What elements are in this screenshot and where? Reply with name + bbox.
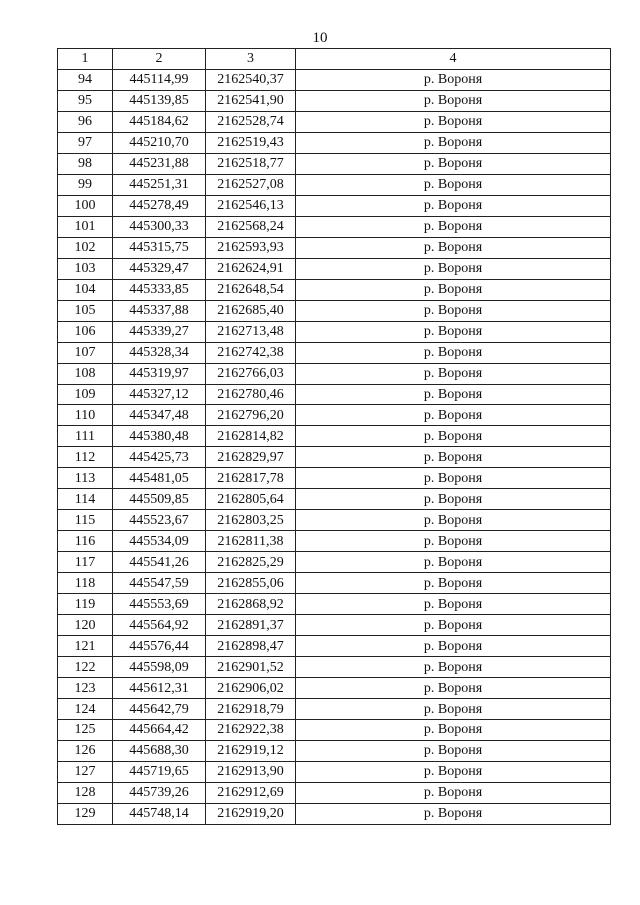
table-row (58, 279, 611, 300)
y-coordinate-cell: 2162829,97 (206, 447, 296, 468)
table-row (58, 216, 611, 237)
table-row (58, 69, 611, 90)
table-body (58, 69, 611, 824)
y-coordinate-cell: 2162568,24 (206, 216, 296, 237)
point-number-cell: 102 (58, 237, 113, 258)
point-number-cell: 122 (58, 657, 113, 678)
x-coordinate-cell: 445337,88 (113, 300, 206, 321)
y-coordinate-cell: 2162811,38 (206, 531, 296, 552)
point-number-cell: 128 (58, 782, 113, 803)
table-row (58, 195, 611, 216)
description-cell: р. Вороня (296, 678, 611, 699)
table-row (58, 531, 611, 552)
y-coordinate-cell: 2162546,13 (206, 195, 296, 216)
x-coordinate-cell: 445210,70 (113, 132, 206, 153)
table-row (58, 174, 611, 195)
table-row (58, 552, 611, 573)
point-number-cell: 124 (58, 699, 113, 720)
point-number-cell: 94 (58, 69, 113, 90)
x-coordinate-cell: 445719,65 (113, 761, 206, 782)
x-coordinate-cell: 445139,85 (113, 90, 206, 111)
table-row (58, 468, 611, 489)
x-coordinate-cell: 445347,48 (113, 405, 206, 426)
x-coordinate-cell: 445231,88 (113, 153, 206, 174)
y-coordinate-cell: 2162648,54 (206, 279, 296, 300)
description-cell: р. Вороня (296, 636, 611, 657)
description-cell: р. Вороня (296, 699, 611, 720)
point-number-cell: 108 (58, 363, 113, 384)
y-coordinate-cell: 2162913,90 (206, 761, 296, 782)
x-coordinate-cell: 445425,73 (113, 447, 206, 468)
x-coordinate-cell: 445327,12 (113, 384, 206, 405)
point-number-cell: 125 (58, 720, 113, 741)
y-coordinate-cell: 2162519,43 (206, 132, 296, 153)
x-coordinate-cell: 445541,26 (113, 552, 206, 573)
y-coordinate-cell: 2162803,25 (206, 510, 296, 531)
table-row (58, 636, 611, 657)
table-row (58, 237, 611, 258)
y-coordinate-cell: 2162898,47 (206, 636, 296, 657)
point-number-cell: 129 (58, 803, 113, 824)
description-cell: р. Вороня (296, 216, 611, 237)
x-coordinate-cell: 445339,27 (113, 321, 206, 342)
point-number-cell: 99 (58, 174, 113, 195)
x-coordinate-cell: 445300,33 (113, 216, 206, 237)
x-coordinate-cell: 445251,31 (113, 174, 206, 195)
header-col-4: 4 (296, 49, 611, 70)
y-coordinate-cell: 2162825,29 (206, 552, 296, 573)
table-row (58, 363, 611, 384)
y-coordinate-cell: 2162685,40 (206, 300, 296, 321)
y-coordinate-cell: 2162919,20 (206, 803, 296, 824)
point-number-cell: 97 (58, 132, 113, 153)
x-coordinate-cell: 445114,99 (113, 69, 206, 90)
point-number-cell: 110 (58, 405, 113, 426)
description-cell: р. Вороня (296, 153, 611, 174)
table-row (58, 510, 611, 531)
y-coordinate-cell: 2162518,77 (206, 153, 296, 174)
point-number-cell: 123 (58, 678, 113, 699)
x-coordinate-cell: 445509,85 (113, 489, 206, 510)
table-header (58, 49, 611, 70)
table-row (58, 384, 611, 405)
point-number-cell: 118 (58, 573, 113, 594)
description-cell: р. Вороня (296, 300, 611, 321)
x-coordinate-cell: 445576,44 (113, 636, 206, 657)
y-coordinate-cell: 2162742,38 (206, 342, 296, 363)
description-cell: р. Вороня (296, 657, 611, 678)
x-coordinate-cell: 445642,79 (113, 699, 206, 720)
x-coordinate-cell: 445380,48 (113, 426, 206, 447)
y-coordinate-cell: 2162912,69 (206, 782, 296, 803)
point-number-cell: 105 (58, 300, 113, 321)
point-number-cell: 103 (58, 258, 113, 279)
y-coordinate-cell: 2162805,64 (206, 489, 296, 510)
point-number-cell: 111 (58, 426, 113, 447)
description-cell: р. Вороня (296, 615, 611, 636)
x-coordinate-cell: 445329,47 (113, 258, 206, 279)
y-coordinate-cell: 2162891,37 (206, 615, 296, 636)
table-row (58, 426, 611, 447)
table-row (58, 782, 611, 803)
x-coordinate-cell: 445547,59 (113, 573, 206, 594)
table-row (58, 803, 611, 824)
y-coordinate-cell: 2162814,82 (206, 426, 296, 447)
x-coordinate-cell: 445328,34 (113, 342, 206, 363)
description-cell: р. Вороня (296, 740, 611, 761)
point-number-cell: 96 (58, 111, 113, 132)
description-cell: р. Вороня (296, 174, 611, 195)
table-row (58, 615, 611, 636)
description-cell: р. Вороня (296, 279, 611, 300)
x-coordinate-cell: 445664,42 (113, 720, 206, 741)
x-coordinate-cell: 445481,05 (113, 468, 206, 489)
table-row (58, 740, 611, 761)
point-number-cell: 112 (58, 447, 113, 468)
description-cell: р. Вороня (296, 552, 611, 573)
table-row (58, 153, 611, 174)
x-coordinate-cell: 445534,09 (113, 531, 206, 552)
header-col-1: 1 (58, 49, 113, 70)
x-coordinate-cell: 445184,62 (113, 111, 206, 132)
description-cell: р. Вороня (296, 426, 611, 447)
y-coordinate-cell: 2162906,02 (206, 678, 296, 699)
coordinates-table (57, 48, 611, 825)
x-coordinate-cell: 445564,92 (113, 615, 206, 636)
description-cell: р. Вороня (296, 489, 611, 510)
table-row (58, 678, 611, 699)
y-coordinate-cell: 2162624,91 (206, 258, 296, 279)
y-coordinate-cell: 2162901,52 (206, 657, 296, 678)
table-row (58, 342, 611, 363)
description-cell: р. Вороня (296, 90, 611, 111)
table-row (58, 489, 611, 510)
header-col-3: 3 (206, 49, 296, 70)
point-number-cell: 115 (58, 510, 113, 531)
y-coordinate-cell: 2162713,48 (206, 321, 296, 342)
point-number-cell: 98 (58, 153, 113, 174)
point-number-cell: 106 (58, 321, 113, 342)
y-coordinate-cell: 2162528,74 (206, 111, 296, 132)
x-coordinate-cell: 445278,49 (113, 195, 206, 216)
description-cell: р. Вороня (296, 405, 611, 426)
description-cell: р. Вороня (296, 69, 611, 90)
table-row (58, 258, 611, 279)
table-row (58, 111, 611, 132)
table-row (58, 132, 611, 153)
description-cell: р. Вороня (296, 761, 611, 782)
description-cell: р. Вороня (296, 132, 611, 153)
description-cell: р. Вороня (296, 594, 611, 615)
point-number-cell: 100 (58, 195, 113, 216)
point-number-cell: 95 (58, 90, 113, 111)
table-row (58, 657, 611, 678)
y-coordinate-cell: 2162540,37 (206, 69, 296, 90)
y-coordinate-cell: 2162796,20 (206, 405, 296, 426)
table-row (58, 720, 611, 741)
y-coordinate-cell: 2162527,08 (206, 174, 296, 195)
y-coordinate-cell: 2162766,03 (206, 363, 296, 384)
table-row (58, 300, 611, 321)
point-number-cell: 121 (58, 636, 113, 657)
y-coordinate-cell: 2162922,38 (206, 720, 296, 741)
x-coordinate-cell: 445319,97 (113, 363, 206, 384)
point-number-cell: 120 (58, 615, 113, 636)
header-col-2: 2 (113, 49, 206, 70)
point-number-cell: 116 (58, 531, 113, 552)
description-cell: р. Вороня (296, 531, 611, 552)
table-row (58, 405, 611, 426)
header-row (58, 49, 611, 70)
y-coordinate-cell: 2162919,12 (206, 740, 296, 761)
page-number: 10 (312, 30, 328, 46)
description-cell: р. Вороня (296, 321, 611, 342)
description-cell: р. Вороня (296, 195, 611, 216)
description-cell: р. Вороня (296, 510, 611, 531)
description-cell: р. Вороня (296, 468, 611, 489)
description-cell: р. Вороня (296, 342, 611, 363)
description-cell: р. Вороня (296, 363, 611, 384)
x-coordinate-cell: 445612,31 (113, 678, 206, 699)
point-number-cell: 127 (58, 761, 113, 782)
table-row (58, 594, 611, 615)
description-cell: р. Вороня (296, 573, 611, 594)
description-cell: р. Вороня (296, 720, 611, 741)
y-coordinate-cell: 2162918,79 (206, 699, 296, 720)
point-number-cell: 101 (58, 216, 113, 237)
x-coordinate-cell: 445553,69 (113, 594, 206, 615)
description-cell: р. Вороня (296, 237, 611, 258)
table-row (58, 90, 611, 111)
x-coordinate-cell: 445688,30 (113, 740, 206, 761)
point-number-cell: 113 (58, 468, 113, 489)
x-coordinate-cell: 445598,09 (113, 657, 206, 678)
x-coordinate-cell: 445739,26 (113, 782, 206, 803)
y-coordinate-cell: 2162593,93 (206, 237, 296, 258)
x-coordinate-cell: 445523,67 (113, 510, 206, 531)
table-row (58, 761, 611, 782)
table-row (58, 321, 611, 342)
description-cell: р. Вороня (296, 258, 611, 279)
point-number-cell: 126 (58, 740, 113, 761)
y-coordinate-cell: 2162817,78 (206, 468, 296, 489)
x-coordinate-cell: 445333,85 (113, 279, 206, 300)
description-cell: р. Вороня (296, 803, 611, 824)
table-row (58, 573, 611, 594)
x-coordinate-cell: 445315,75 (113, 237, 206, 258)
description-cell: р. Вороня (296, 384, 611, 405)
table-row (58, 447, 611, 468)
y-coordinate-cell: 2162868,92 (206, 594, 296, 615)
point-number-cell: 107 (58, 342, 113, 363)
point-number-cell: 114 (58, 489, 113, 510)
point-number-cell: 119 (58, 594, 113, 615)
y-coordinate-cell: 2162855,06 (206, 573, 296, 594)
table-row (58, 699, 611, 720)
y-coordinate-cell: 2162780,46 (206, 384, 296, 405)
point-number-cell: 109 (58, 384, 113, 405)
description-cell: р. Вороня (296, 447, 611, 468)
description-cell: р. Вороня (296, 111, 611, 132)
point-number-cell: 117 (58, 552, 113, 573)
x-coordinate-cell: 445748,14 (113, 803, 206, 824)
y-coordinate-cell: 2162541,90 (206, 90, 296, 111)
description-cell: р. Вороня (296, 782, 611, 803)
point-number-cell: 104 (58, 279, 113, 300)
